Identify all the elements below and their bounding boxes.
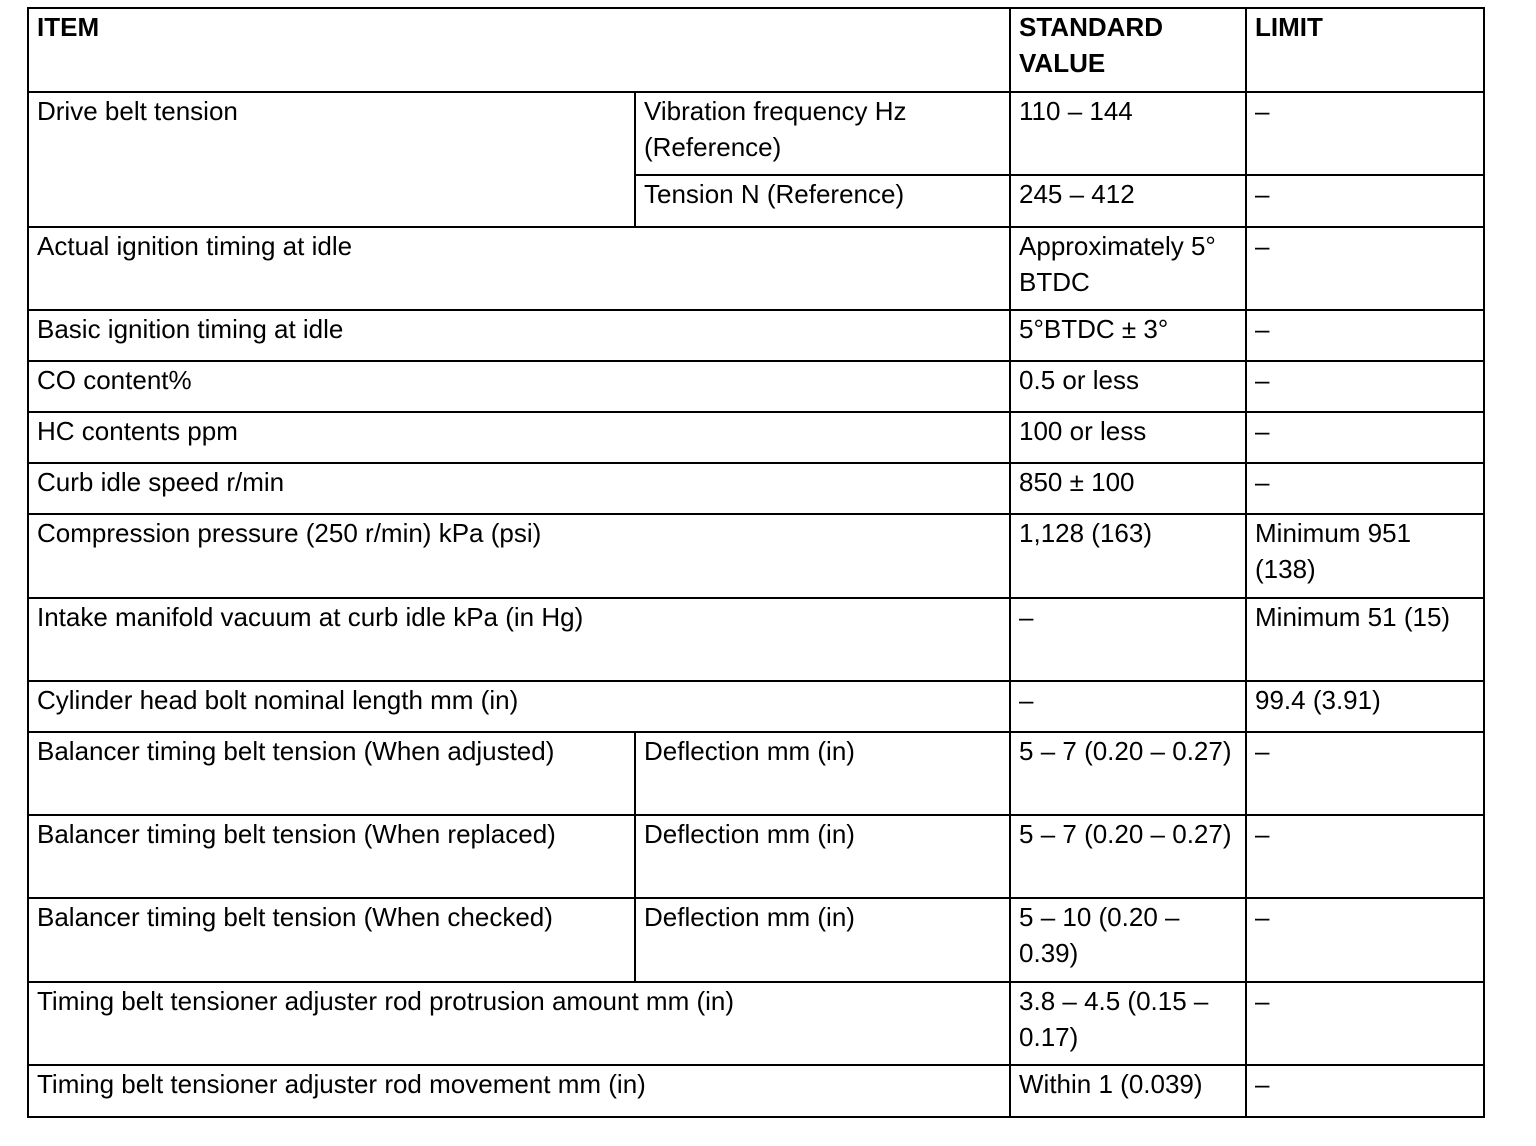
item-cell: Cylinder head bolt nominal length mm (in) xyxy=(28,681,1010,732)
sub-item-cell: Deflection mm (in) xyxy=(635,815,1010,898)
header-limit: LIMIT xyxy=(1246,8,1484,92)
item-cell: Drive belt tension xyxy=(28,92,635,226)
header-standard-value: STANDARD VALUE xyxy=(1010,8,1246,92)
standard-value-cell: 100 or less xyxy=(1010,412,1246,463)
table-row xyxy=(28,310,1484,361)
sub-item-cell: Deflection mm (in) xyxy=(635,898,1010,981)
standard-value-cell: Approximately 5° BTDC xyxy=(1010,227,1246,310)
standard-value-cell: 5 – 10 (0.20 – 0.39) xyxy=(1010,898,1246,981)
item-cell: Timing belt tensioner adjuster rod movement mm (in) xyxy=(28,1065,1010,1117)
limit-cell: – xyxy=(1246,310,1484,361)
table-row xyxy=(28,463,1484,514)
table-row xyxy=(28,898,1484,981)
item-cell: Balancer timing belt tension (When replaced) xyxy=(28,815,635,898)
item-cell: Basic ignition timing at idle xyxy=(28,310,1010,361)
table-row xyxy=(28,92,1484,175)
limit-cell: – xyxy=(1246,361,1484,412)
table-row xyxy=(28,1065,1484,1117)
sub-item-cell: Deflection mm (in) xyxy=(635,732,1010,815)
limit-cell: – xyxy=(1246,175,1484,226)
sub-item-cell: Vibration frequency Hz (Reference) xyxy=(635,92,1010,175)
specifications-table xyxy=(27,7,1485,1118)
limit-cell: – xyxy=(1246,463,1484,514)
item-cell: HC contents ppm xyxy=(28,412,1010,463)
standard-value-cell: 0.5 or less xyxy=(1010,361,1246,412)
item-cell: Curb idle speed r/min xyxy=(28,463,1010,514)
item-cell: Timing belt tensioner adjuster rod protrusion amount mm (in) xyxy=(28,982,1010,1065)
limit-cell: – xyxy=(1246,1065,1484,1117)
limit-cell: Minimum 51 (15) xyxy=(1246,598,1484,681)
table-row xyxy=(28,514,1484,597)
standard-value-cell: – xyxy=(1010,598,1246,681)
limit-cell: 99.4 (3.91) xyxy=(1246,681,1484,732)
standard-value-cell: 245 – 412 xyxy=(1010,175,1246,226)
table-row xyxy=(28,681,1484,732)
table-row xyxy=(28,815,1484,898)
table-row xyxy=(28,982,1484,1065)
item-cell: Balancer timing belt tension (When checked) xyxy=(28,898,635,981)
item-cell: Actual ignition timing at idle xyxy=(28,227,1010,310)
limit-cell: – xyxy=(1246,815,1484,898)
standard-value-cell: 5 – 7 (0.20 – 0.27) xyxy=(1010,732,1246,815)
standard-value-cell: 110 – 144 xyxy=(1010,92,1246,175)
header-item: ITEM xyxy=(28,8,1010,92)
item-cell: Compression pressure (250 r/min) kPa (psi) xyxy=(28,514,1010,597)
header-row xyxy=(28,8,1484,92)
standard-value-cell: 5 – 7 (0.20 – 0.27) xyxy=(1010,815,1246,898)
standard-value-cell: 1,128 (163) xyxy=(1010,514,1246,597)
standard-value-cell: 5°BTDC ± 3° xyxy=(1010,310,1246,361)
standard-value-cell: – xyxy=(1010,681,1246,732)
item-cell: CO content% xyxy=(28,361,1010,412)
limit-cell: – xyxy=(1246,732,1484,815)
limit-cell: – xyxy=(1246,92,1484,175)
table-row xyxy=(28,227,1484,310)
item-cell: Balancer timing belt tension (When adjusted) xyxy=(28,732,635,815)
standard-value-cell: 3.8 – 4.5 (0.15 – 0.17) xyxy=(1010,982,1246,1065)
standard-value-cell: Within 1 (0.039) xyxy=(1010,1065,1246,1117)
sub-item-cell: Tension N (Reference) xyxy=(635,175,1010,226)
standard-value-cell: 850 ± 100 xyxy=(1010,463,1246,514)
limit-cell: – xyxy=(1246,982,1484,1065)
item-cell: Intake manifold vacuum at curb idle kPa (in Hg) xyxy=(28,598,1010,681)
limit-cell: – xyxy=(1246,227,1484,310)
limit-cell: Minimum 951 (138) xyxy=(1246,514,1484,597)
table-row xyxy=(28,732,1484,815)
table-row xyxy=(28,598,1484,681)
table-row xyxy=(28,361,1484,412)
limit-cell: – xyxy=(1246,412,1484,463)
limit-cell: – xyxy=(1246,898,1484,981)
table-row xyxy=(28,412,1484,463)
